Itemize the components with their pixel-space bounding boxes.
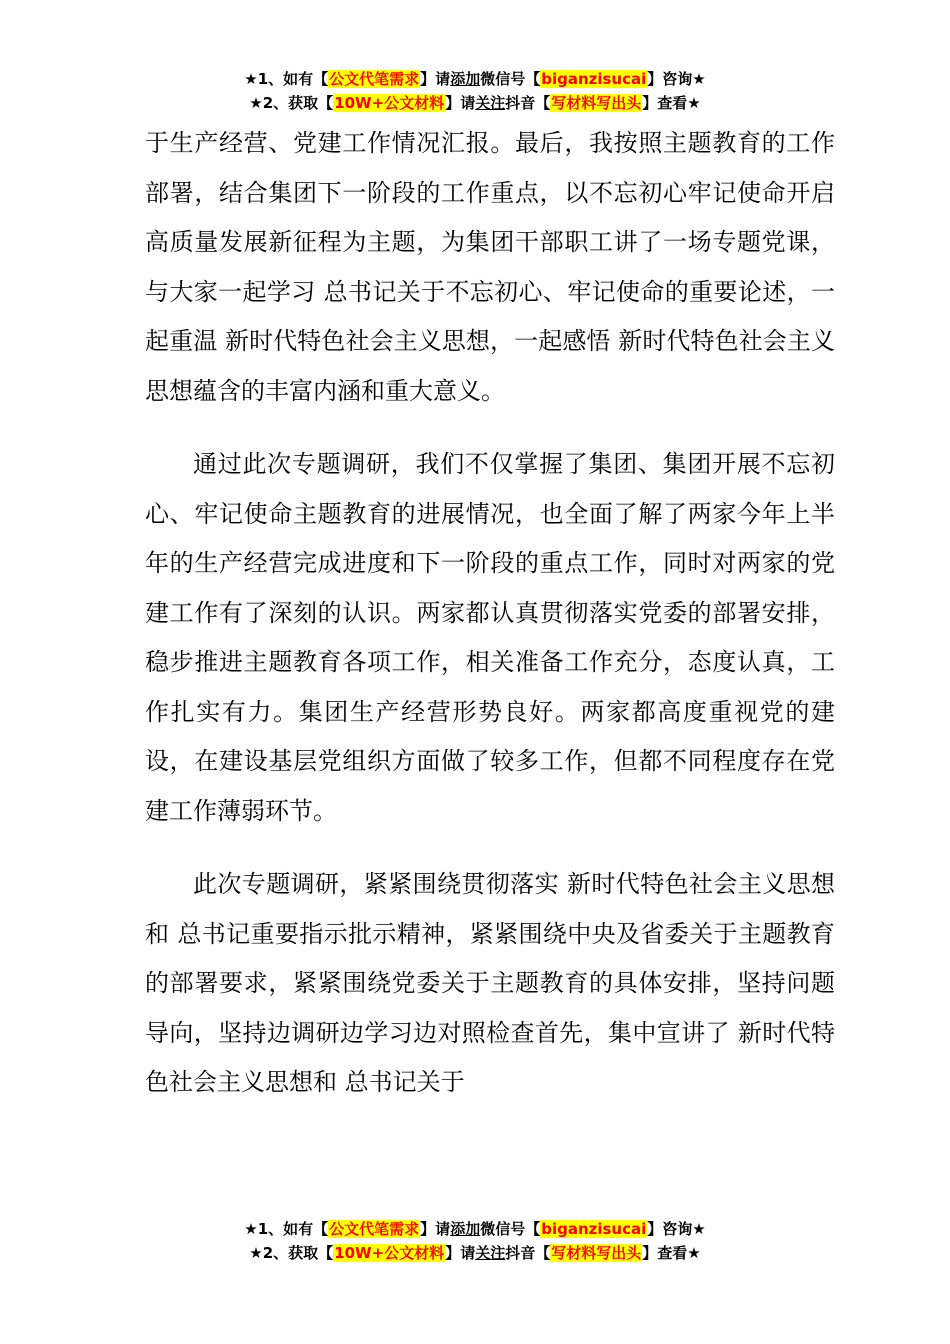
banner-line-2	[0, 91, 950, 115]
banner-text: 微信号【	[480, 1220, 541, 1238]
header-banner	[0, 67, 950, 115]
paragraph-2: 通过此次专题调研，我们不仅掌握了集团、集团开展不忘初心、牢记使命主题教育的进展情况，也全面了解了两家今年上半年的生产经营完成进度和下一阶段的重点工作，同时对两家的党建工作有了深刻的认识。两家都认真贯彻落实党委的部署安排，稳步推进主题教育各项工作，相关准备工作充分，态度认真，工作扎实有力。集团生产经营形势良好。两家都高度重视党的建设，在建设基层党组织方面做了较多工作，但都不同程度存在党建工作薄弱环节。	[145, 450, 835, 825]
banner-highlight: biganzisucai	[541, 70, 647, 88]
banner-emphasis: 添加	[450, 1220, 481, 1238]
banner-emphasis: 添加	[450, 70, 481, 88]
banner-highlight: 公文代笔需求	[329, 70, 420, 88]
banner-text: 】请	[420, 70, 451, 88]
banner-text: 抖音【	[505, 94, 551, 112]
banner-text: 】请	[445, 1244, 476, 1262]
banner-highlight: biganzisucai	[541, 1220, 647, 1238]
banner-emphasis: 关注	[475, 94, 506, 112]
banner-text: ★2、获取【	[249, 1244, 334, 1262]
banner-text: 】查看★	[642, 1244, 701, 1262]
banner-highlight: 写材料写出头	[551, 1244, 642, 1262]
banner-text: 】咨询★	[647, 70, 706, 88]
banner-text: 微信号【	[480, 70, 541, 88]
banner-text: 】查看★	[642, 94, 701, 112]
banner-text: 抖音【	[505, 1244, 551, 1262]
banner-highlight: 10W+公文材料	[334, 1244, 445, 1262]
banner-highlight: 10W+公文材料	[334, 94, 445, 112]
banner-emphasis: 关注	[475, 1244, 506, 1262]
banner-text: 】请	[420, 1220, 451, 1238]
banner-highlight: 写材料写出头	[551, 94, 642, 112]
banner-highlight: 公文代笔需求	[329, 1220, 420, 1238]
banner-text: 】请	[445, 94, 476, 112]
banner-text: 】咨询★	[647, 1220, 706, 1238]
banner-line-2	[0, 1241, 950, 1265]
banner-text: ★1、如有【	[244, 70, 329, 88]
banner-text: ★2、获取【	[249, 94, 334, 112]
paragraph-1: 于生产经营、党建工作情况汇报。最后，我按照主题教育的工作部署，结合集团下一阶段的工作重点，以不忘初心牢记使命开启高质量发展新征程为主题，为集团干部职工讲了一场专题党课，与大家一起学习 总书记关于不忘初心、牢记使命的重要论述，一起重温 新时代特色社会主义思想，一起感悟 新时代特色社会主义思想蕴含的丰富内涵和重大意义。	[145, 129, 835, 405]
footer-banner	[0, 1217, 950, 1265]
banner-line-1	[0, 1217, 950, 1241]
banner-text: ★1、如有【	[244, 1220, 329, 1238]
document-body	[145, 119, 835, 1108]
paragraph-3: 此次专题调研，紧紧围绕贯彻落实 新时代特色社会主义思想和 总书记重要指示批示精神，紧紧围绕中央及省委关于主题教育的部署要求，紧紧围绕党委关于主题教育的具体安排，坚持问题导向，坚持边调研边学习边对照检查首先，集中宣讲了 新时代特色社会主义思想和 总书记关于	[145, 870, 835, 1096]
banner-line-1	[0, 67, 950, 91]
